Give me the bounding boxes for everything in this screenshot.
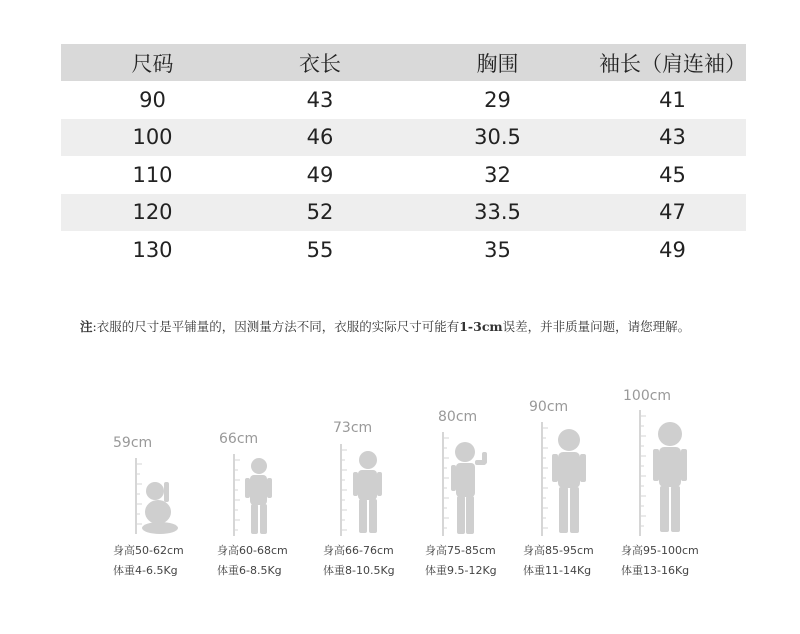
child-waving-figure [435,432,495,538]
weight-range: 体重11-14Kg [523,564,592,577]
ruler-and-silhouette-icon [226,454,286,538]
header-length: 衣长 [299,51,341,76]
figure-info [323,541,395,581]
cell-sleeve: 45 [659,162,686,187]
table-row [61,156,746,194]
child-figure [534,422,596,538]
cell-length: 49 [306,162,334,187]
cell-chest: 32 [484,162,511,187]
height-label: 80cm [438,409,478,425]
weight-range: 体重8-10.5Kg [323,564,395,577]
child-figure [632,410,696,538]
note-text-end: 误差，并非质量问题，请您理解。 [502,319,691,334]
height-range: 身高60-68cm [217,544,288,557]
figure-info [425,541,497,581]
size-table [61,44,746,269]
ruler-and-silhouette-icon [435,432,495,538]
cell-sleeve: 41 [659,87,686,112]
toddler-figure [226,454,286,538]
cell-chest: 29 [484,87,511,112]
header-chest: 胸围 [476,51,519,76]
child-figure [333,444,393,538]
table-row [61,194,746,232]
height-range: 身高85-95cm [523,544,594,557]
height-range: 身高66-76cm [323,544,394,557]
weight-range: 体重4-6.5Kg [113,564,178,577]
weight-range: 体重13-16Kg [621,564,690,577]
height-range: 身高75-85cm [425,544,496,557]
height-label: 100cm [623,388,672,404]
note-tolerance: 1-3cm [459,319,503,334]
height-range: 身高95-100cm [621,544,699,557]
height-label: 59cm [113,435,153,451]
cell-length: 55 [306,237,334,262]
note-label: 注 [80,319,93,334]
table-header [61,44,746,81]
table-row [61,231,746,269]
cell-sleeve: 43 [659,125,686,150]
cell-size: 110 [132,162,173,187]
header-size: 尺码 [131,51,174,76]
note-text: :衣服的尺寸是平铺量的，因测量方法不同，衣服的实际尺寸可能有 [92,319,460,334]
cell-chest: 30.5 [474,125,521,150]
cell-size: 90 [139,87,166,112]
height-label: 66cm [219,431,259,447]
ruler-and-silhouette-icon [632,410,696,538]
weight-range: 体重9.5-12Kg [425,564,497,577]
height-guide [0,380,800,634]
height-range: 身高50-62cm [113,544,184,557]
cell-size: 100 [132,125,173,150]
weight-range: 体重6-8.5Kg [217,564,282,577]
baby-sitting-figure [128,458,188,536]
height-label: 73cm [333,420,373,436]
ruler-and-silhouette-icon [534,422,596,538]
table-row [61,119,746,157]
cell-size: 130 [132,237,173,262]
figure-info [217,541,288,581]
cell-length: 52 [306,200,334,225]
cell-sleeve: 47 [659,200,686,225]
header-sleeve: 袖长（肩连袖） [599,51,746,76]
cell-length: 46 [306,125,334,150]
cell-chest: 33.5 [474,200,521,225]
table-row [61,81,746,119]
figure-info [621,541,699,581]
cell-sleeve: 49 [659,237,686,262]
height-label: 90cm [529,399,569,415]
figure-info [113,541,184,581]
cell-size: 120 [132,200,173,225]
ruler-and-silhouette-icon [333,444,393,538]
ruler-and-silhouette-icon [128,458,188,536]
cell-length: 43 [306,87,334,112]
cell-chest: 35 [484,237,511,262]
figure-info [523,541,594,581]
measurement-note [80,317,690,335]
